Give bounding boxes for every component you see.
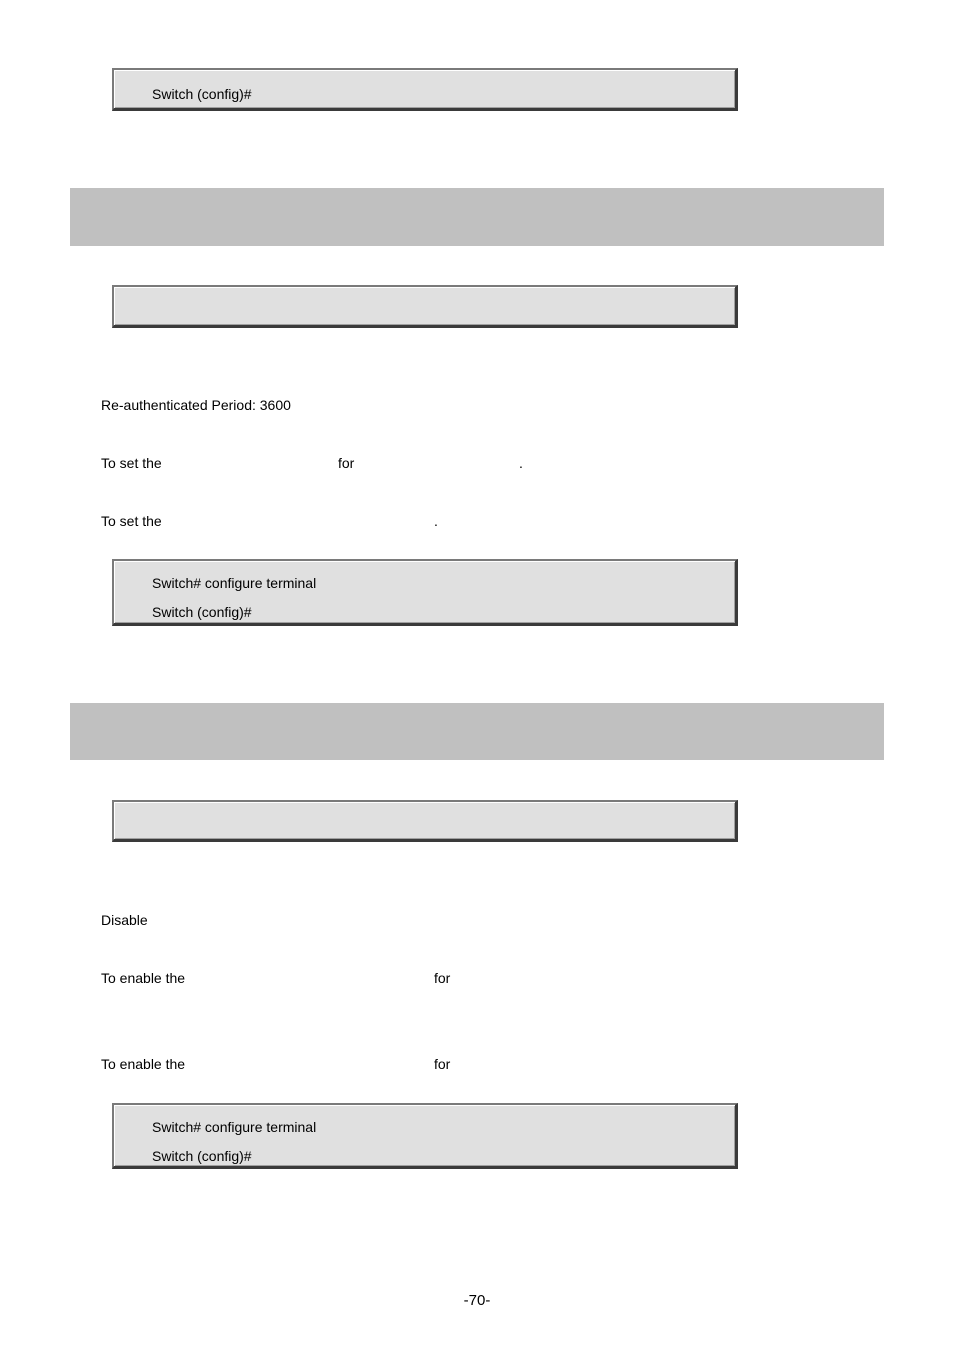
usage-guideline-for: for xyxy=(338,455,355,471)
default-value-text: Disable xyxy=(101,912,148,928)
example-intro-prefix: To set the xyxy=(101,513,162,529)
code-line: Switch# configure terminal xyxy=(152,1119,317,1135)
usage-guideline-period: . xyxy=(519,455,523,471)
example-intro-prefix: To enable the xyxy=(101,1056,186,1072)
code-line: Switch (config)# xyxy=(152,604,252,620)
code-line: Switch (config)# xyxy=(152,1148,252,1164)
code-line: Switch# configure terminal xyxy=(152,575,317,591)
example-code-box xyxy=(112,1103,738,1169)
usage-guideline-prefix: To enable the xyxy=(101,970,186,986)
section-heading-bar-reauth-enable xyxy=(70,703,884,760)
section-heading-bar-reauth-period xyxy=(70,188,884,246)
syntax-code-box xyxy=(112,285,738,328)
default-value-text: Re-authenticated Period: 3600 xyxy=(101,397,291,413)
example-code-box-top xyxy=(112,68,738,111)
usage-guideline-prefix: To set the xyxy=(101,455,162,471)
example-code-box xyxy=(112,559,738,626)
usage-guideline-for: for xyxy=(434,970,451,986)
page-number: -70- xyxy=(463,1292,491,1309)
example-intro-for: for xyxy=(434,1056,451,1072)
syntax-code-box xyxy=(112,800,738,842)
code-line: Switch (config)# xyxy=(152,86,252,102)
example-intro-period: . xyxy=(434,513,438,529)
